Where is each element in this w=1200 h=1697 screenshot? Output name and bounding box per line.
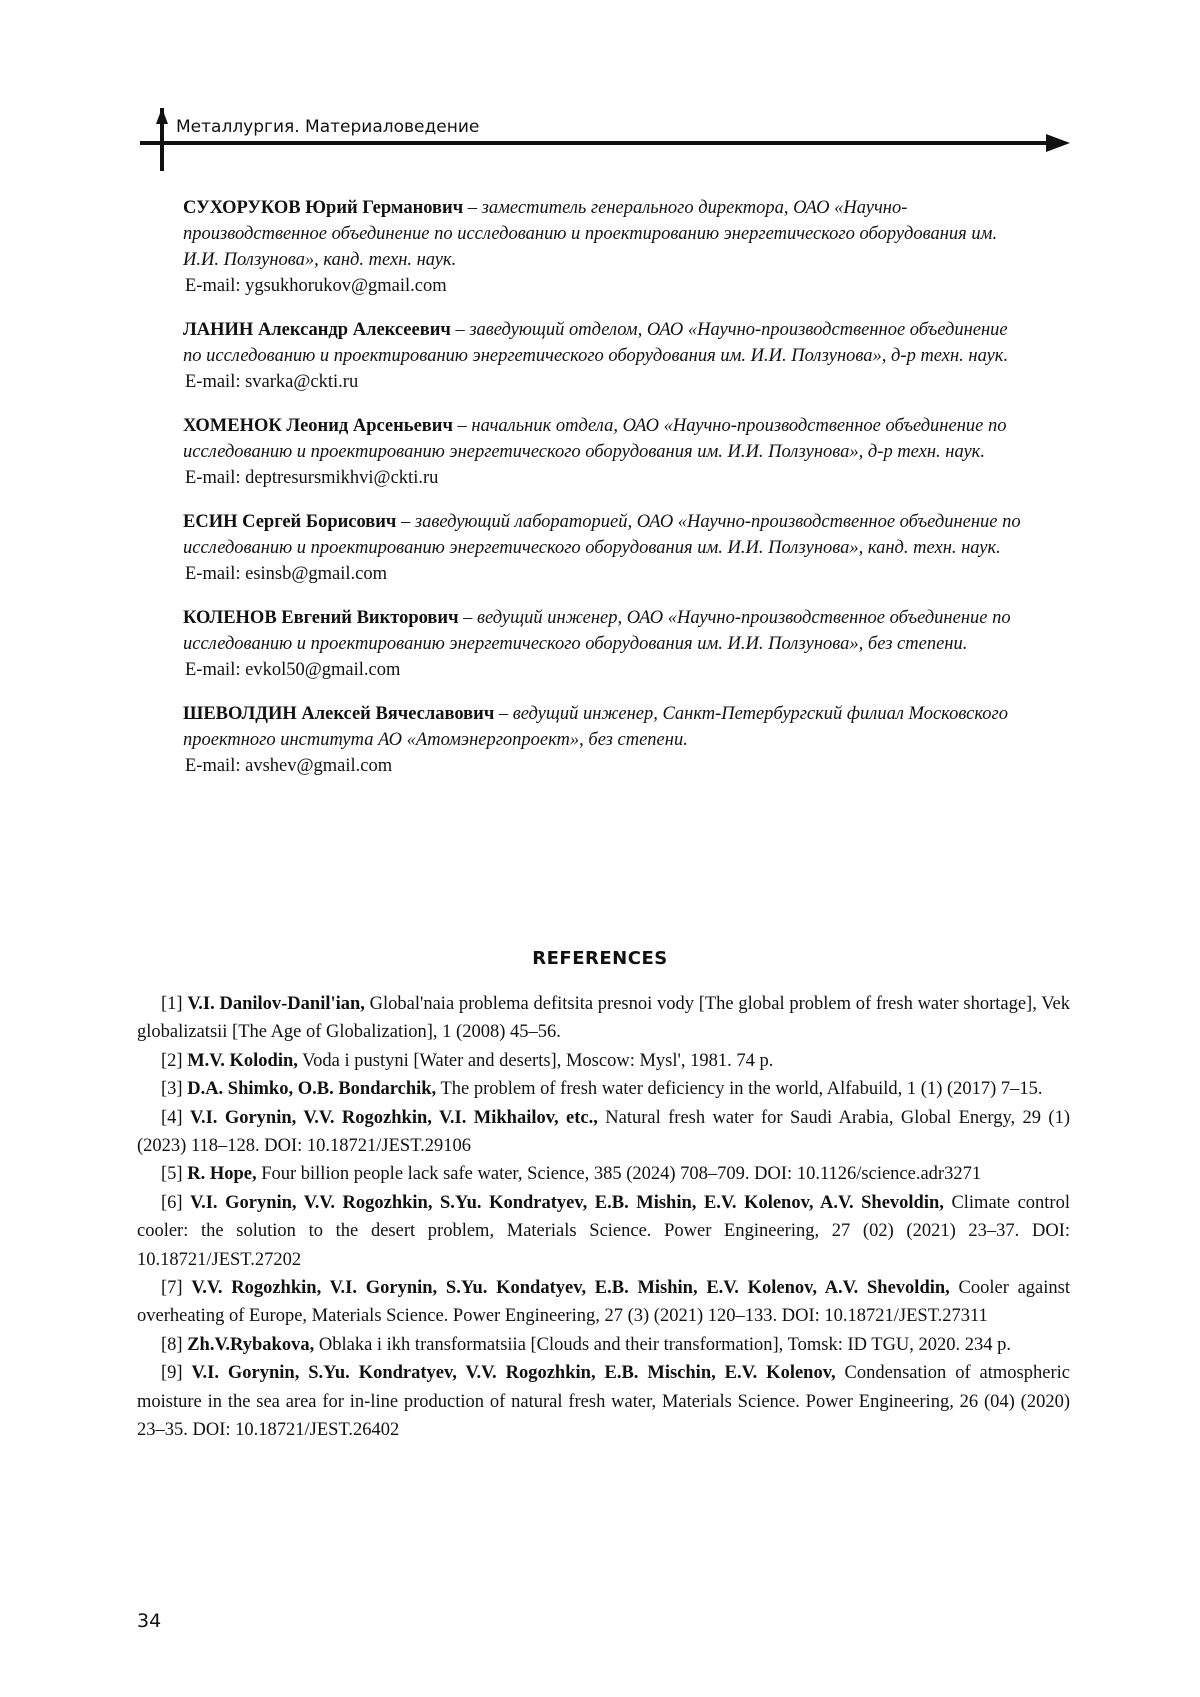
reference-item	[137, 1075, 1070, 1103]
reference-text: Oblaka i ikh transformatsiia [Clouds and their transformation], Tomsk: ID TGU, 2020. 234 p.	[314, 1335, 1011, 1355]
reference-text: Climate control cooler: the solution to the desert problem, Materials Science. Power Engineering, 27 (02) (2021) 23–37. DOI: 10.18721/JEST.27202	[137, 1193, 1070, 1270]
header-rule	[0, 0, 1200, 200]
reference-text: Condensation of atmospheric moisture in the sea area for in-line production of natural fresh water, Materials Science. Power Engineering, 26 (04) (2020) 23–35. DOI: 10.18721/JEST.26402	[137, 1363, 1070, 1440]
author-name: СУХОРУКОВ Юрий Германович	[183, 198, 463, 218]
reference-text: Four billion people lack safe water, Science, 385 (2024) 708–709. DOI: 10.1126/science.adr3271	[257, 1164, 982, 1184]
reference-number: [1]	[161, 994, 187, 1014]
author-email[interactable]: E-mail: evkol50@gmail.com	[183, 657, 1028, 683]
page-number: 34	[137, 1610, 161, 1632]
reference-text: Cooler against overheating of Europe, Materials Science. Power Engineering, 27 (3) (2021) 120–133. DOI: 10.18721/JEST.27311	[137, 1278, 1070, 1326]
author-name: ЕСИН Сергей Борисович	[183, 512, 396, 532]
author-role: – заведующий отделом, ОАО «Научно-производственное объединение по исследованию и проектированию энергетического оборудования им. И.И. Ползунова», д-р техн. наук.	[183, 320, 1008, 366]
reference-number: [2]	[161, 1051, 187, 1071]
reference-item	[137, 1331, 1070, 1359]
reference-item	[137, 990, 1070, 1047]
reference-authors: V.I. Danilov-Danil'ian,	[187, 994, 365, 1014]
author-entry	[183, 195, 1028, 299]
header-up-arrow	[156, 108, 168, 124]
reference-number: [9]	[161, 1363, 192, 1383]
author-list	[183, 195, 1028, 797]
author-entry	[183, 509, 1028, 587]
reference-authors: V.I. Gorynin, V.V. Rogozhkin, S.Yu. Kondratyev, E.B. Mishin, E.V. Kolenov, A.V. Shevoldin,	[190, 1193, 944, 1213]
author-entry	[183, 317, 1028, 395]
reference-number: [5]	[161, 1164, 187, 1184]
author-email[interactable]: E-mail: ygsukhorukov@gmail.com	[183, 273, 1028, 299]
author-entry	[183, 413, 1028, 491]
references-heading: REFERENCES	[0, 948, 1200, 969]
reference-number: [7]	[161, 1278, 191, 1298]
author-entry	[183, 605, 1028, 683]
section-title: Металлургия. Материаловедение	[176, 117, 479, 137]
reference-authors: R. Hope,	[187, 1164, 256, 1184]
reference-text: The problem of fresh water deficiency in the world, Alfabuild, 1 (1) (2017) 7–15.	[436, 1079, 1042, 1099]
author-name: ХОМЕНОК Леонид Арсеньевич	[183, 416, 453, 436]
reference-item	[137, 1047, 1070, 1075]
reference-number: [8]	[161, 1335, 187, 1355]
author-role: – заведующий лабораторией, ОАО «Научно-производственное объединение по исследованию и проектированию энергетического оборудования им. И.И. Ползунова», канд. техн. наук.	[183, 512, 1021, 558]
author-name: ШЕВОЛДИН Алексей Вячеславович	[183, 704, 494, 724]
reference-text: Global'naia problema defitsita presnoi vody [The global problem of fresh water shortage], Vek globalizatsii [The Age of Globalization], 1 (2008) 45–56.	[137, 994, 1070, 1042]
reference-authors: V.V. Rogozhkin, V.I. Gorynin, S.Yu. Kondatyev, E.B. Mishin, E.V. Kolenov, A.V. Shevoldin,	[191, 1278, 949, 1298]
author-role: – заместитель генерального директора, ОАО «Научно-производственное объединение по исследованию и проектированию энергетического оборудования им. И.И. Ползунова», канд. техн. наук.	[183, 198, 997, 270]
author-email[interactable]: E-mail: esinsb@gmail.com	[183, 561, 1028, 587]
reference-authors: M.V. Kolodin,	[187, 1051, 298, 1071]
author-entry	[183, 701, 1028, 779]
author-email[interactable]: E-mail: svarka@ckti.ru	[183, 369, 1028, 395]
author-name: КОЛЕНОВ Евгений Викторович	[183, 608, 459, 628]
reference-item	[137, 1160, 1070, 1188]
author-role: – ведущий инженер, Санкт-Петербургский филиал Московского проектного института АО «Атомэнергопроект», без степени.	[183, 704, 1008, 750]
author-email[interactable]: E-mail: avshev@gmail.com	[183, 753, 1028, 779]
reference-number: [4]	[161, 1108, 190, 1128]
reference-authors: D.A. Shimko, O.B. Bondarchik,	[187, 1079, 436, 1099]
reference-number: [6]	[161, 1193, 190, 1213]
reference-list	[137, 990, 1070, 1445]
reference-item	[137, 1104, 1070, 1161]
reference-authors: V.I. Gorynin, S.Yu. Kondratyev, V.V. Rogozhkin, E.B. Mischin, E.V. Kolenov,	[192, 1363, 836, 1383]
reference-authors: V.I. Gorynin, V.V. Rogozhkin, V.I. Mikhailov, etc.,	[190, 1108, 598, 1128]
author-role: – начальник отдела, ОАО «Научно-производственное объединение по исследованию и проектированию энергетического оборудования им. И.И. Ползунова», д-р техн. наук.	[183, 416, 1006, 462]
header-right-arrow	[1046, 134, 1070, 152]
author-email[interactable]: E-mail: deptresursmikhvi@ckti.ru	[183, 465, 1028, 491]
author-name: ЛАНИН Александр Алексеевич	[183, 320, 451, 340]
author-role: – ведущий инженер, ОАО «Научно-производственное объединение по исследованию и проектированию энергетического оборудования им. И.И. Ползунова», без степени.	[183, 608, 1011, 654]
reference-item	[137, 1359, 1070, 1444]
reference-item	[137, 1189, 1070, 1274]
reference-number: [3]	[161, 1079, 187, 1099]
reference-authors: Zh.V.Rybakova,	[187, 1335, 314, 1355]
reference-text: Voda i pustyni [Water and deserts], Moscow: Mysl', 1981. 74 p.	[298, 1051, 773, 1071]
reference-item	[137, 1274, 1070, 1331]
reference-text: Natural fresh water for Saudi Arabia, Global Energy, 29 (1) (2023) 118–128. DOI: 10.18721/JEST.29106	[137, 1108, 1070, 1156]
